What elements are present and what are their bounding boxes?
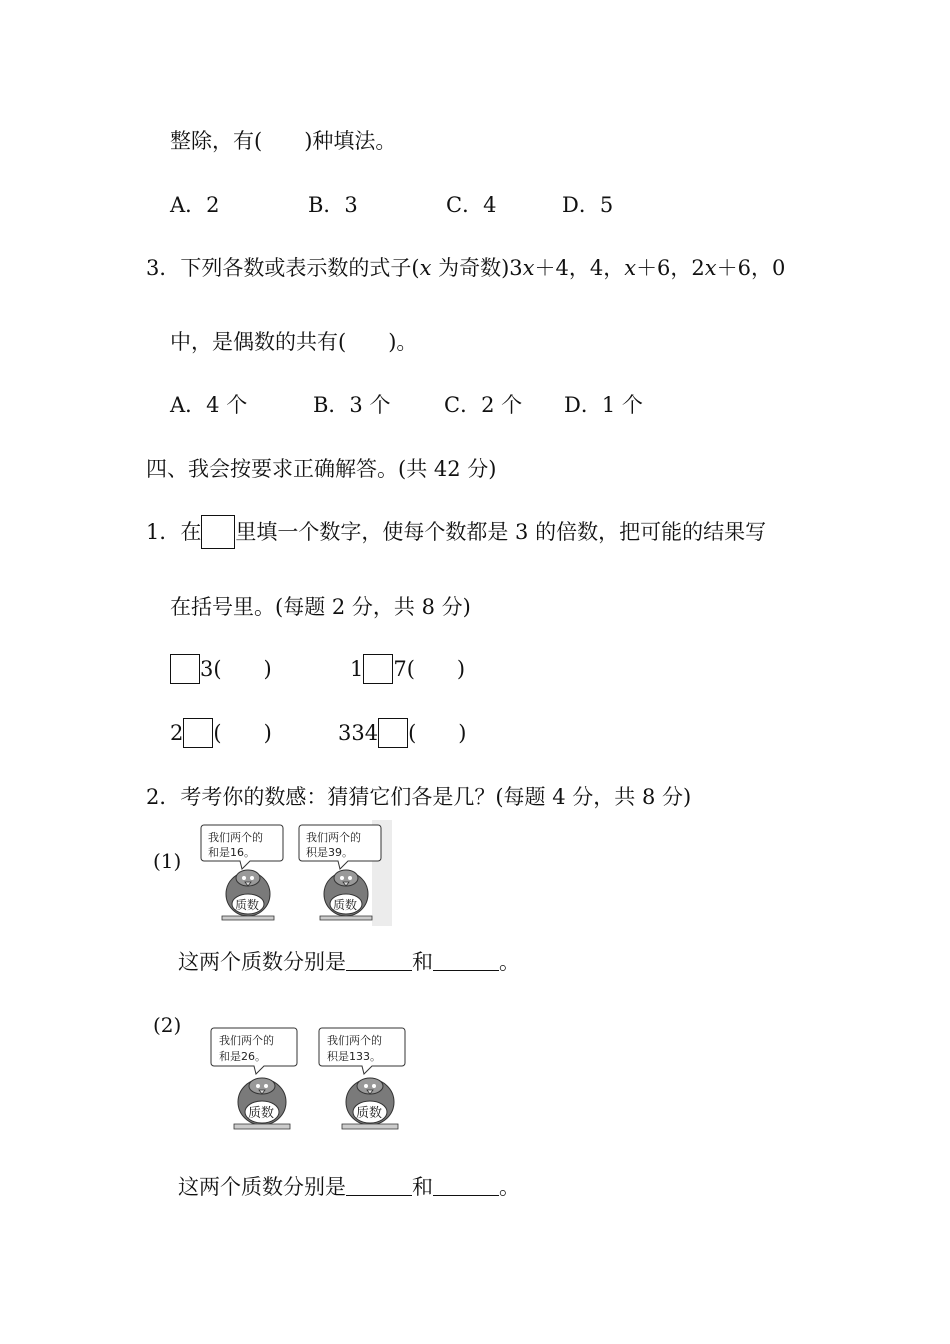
q3-var-x: x xyxy=(522,256,535,280)
bubble-line: 我们两个的 xyxy=(306,831,361,844)
q4-1-line-2: 在括号里。(每题 2 分，共 8 分) xyxy=(170,595,471,619)
speech-bubble-product xyxy=(319,1028,405,1074)
bubble-line: 我们两个的 xyxy=(219,1034,274,1047)
speech-bubble-product xyxy=(299,825,381,869)
answer-blank-2[interactable] xyxy=(433,952,499,971)
q3-option-d: D．1 个 xyxy=(564,393,643,417)
q4-2-title: 2．考考你的数感：猜猜它们各是几？(每题 4 分，共 8 分) xyxy=(146,785,692,809)
fill-box[interactable] xyxy=(201,515,235,549)
item-text: 3( ) xyxy=(200,657,272,681)
sub2-label: (2) xyxy=(153,1013,182,1037)
answer-pre: 这两个质数分别是 xyxy=(178,950,346,974)
prime-tag: 质数 xyxy=(356,1106,383,1121)
fill-box[interactable] xyxy=(183,718,213,748)
q3-text-c: ＋6，0 xyxy=(716,256,786,280)
q3-var-x: x xyxy=(704,256,717,280)
q3-option-b: B．3 个 xyxy=(313,393,391,417)
sub1-label: (1) xyxy=(153,849,182,873)
penguin-figure-2 xyxy=(210,1024,410,1136)
fill-box[interactable] xyxy=(363,654,393,684)
answer-blank-1[interactable] xyxy=(346,952,412,971)
q3-option-c: C．2 个 xyxy=(444,393,523,417)
penguin-icon xyxy=(320,870,372,920)
answer-post: 。 xyxy=(499,950,520,974)
prime-tag: 质数 xyxy=(333,898,358,912)
fill-box[interactable] xyxy=(170,654,200,684)
q4-1-text-post: 里填一个数字，使每个数都是 3 的倍数，把可能的结果写 xyxy=(235,520,767,544)
q3-line-1 xyxy=(146,253,785,283)
speech-bubble-sum xyxy=(201,825,283,869)
answer-post: 。 xyxy=(499,1175,520,1199)
prime-tag: 质数 xyxy=(248,1106,275,1121)
q3-var-x: x xyxy=(419,256,432,280)
penguin-icon xyxy=(342,1078,398,1129)
q2-option-a: A．2 xyxy=(170,193,220,217)
bubble-line: 积是133。 xyxy=(327,1050,381,1063)
q2-continuation: 整除，有( )种填法。 xyxy=(170,129,397,153)
item-prefix: 334 xyxy=(338,721,379,745)
bubble-line: 我们两个的 xyxy=(327,1034,382,1047)
q3-option-a: A．4 个 xyxy=(170,393,248,417)
q4-1-item-2 xyxy=(350,654,465,684)
q4-1-text-pre: 1．在 xyxy=(146,520,202,544)
q4-1-line-1 xyxy=(146,515,766,549)
bubble-line: 积是39。 xyxy=(306,846,353,859)
answer-blank-1[interactable] xyxy=(346,1177,412,1196)
section-4-title: 四、我会按要求正确解答。(共 42 分) xyxy=(146,457,497,481)
answer-mid: 和 xyxy=(412,950,433,974)
bubble-line: 我们两个的 xyxy=(208,831,263,844)
speech-bubble-sum xyxy=(211,1028,297,1074)
q3-text-a: ＋4，4， xyxy=(534,256,625,280)
q2-option-c: C．4 xyxy=(446,193,497,217)
answer-blank-2[interactable] xyxy=(433,1177,499,1196)
fill-box[interactable] xyxy=(378,718,408,748)
q3-line-2: 中，是偶数的共有( )。 xyxy=(170,330,418,354)
item-text: ( ) xyxy=(213,721,272,745)
sub1-answer xyxy=(178,947,520,977)
penguin-icon xyxy=(234,1078,290,1129)
q2-option-b: B．3 xyxy=(308,193,358,217)
q4-1-item-4 xyxy=(338,718,466,748)
answer-mid: 和 xyxy=(412,1175,433,1199)
item-prefix: 1 xyxy=(350,657,364,681)
q4-1-item-1 xyxy=(170,654,272,684)
q2-option-d: D．5 xyxy=(562,193,614,217)
bubble-line: 和是26。 xyxy=(219,1050,266,1063)
item-text: ( ) xyxy=(408,721,467,745)
q3-text-pre: 3．下列各数或表示数的式子( xyxy=(146,256,420,280)
penguin-icon xyxy=(222,870,274,920)
prime-tag: 质数 xyxy=(235,898,260,912)
bubble-line: 和是16。 xyxy=(208,846,255,859)
item-text: 7( ) xyxy=(393,657,466,681)
answer-pre: 这两个质数分别是 xyxy=(178,1175,346,1199)
sub2-answer xyxy=(178,1172,520,1202)
q3-var-x: x xyxy=(624,256,637,280)
q3-text-b: ＋6，2 xyxy=(636,256,705,280)
penguin-figure-1 xyxy=(200,820,400,930)
item-prefix: 2 xyxy=(170,721,184,745)
q4-1-item-3 xyxy=(170,718,272,748)
q3-text-mid: 为奇数)3 xyxy=(431,256,523,280)
